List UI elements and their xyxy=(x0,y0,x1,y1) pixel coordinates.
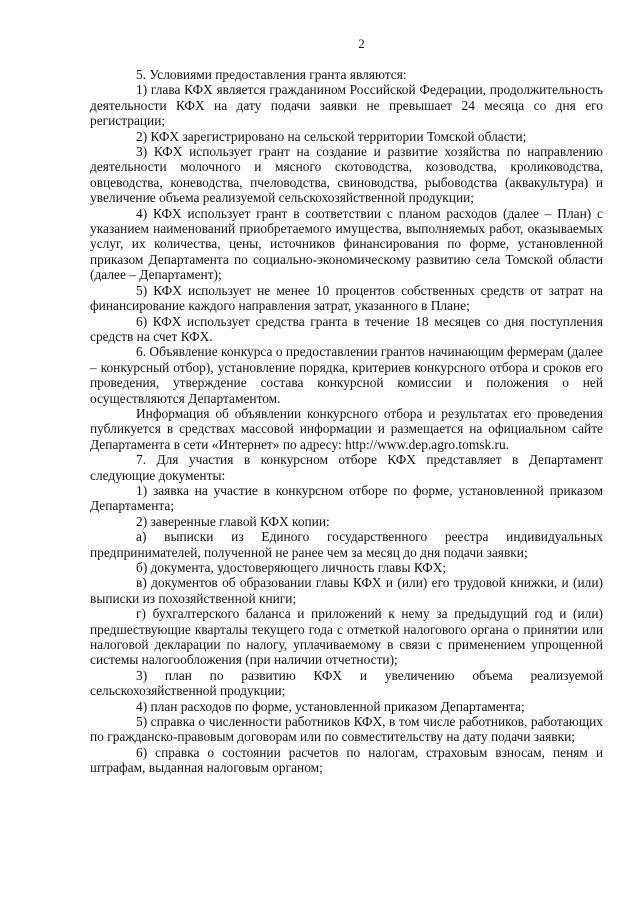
paragraph: 5. Условиями предоставления гранта являются: xyxy=(136,67,407,82)
paragraph: 3) КФХ использует грант на создание и развитие хозяйства по направлению деятельности молочного и мясного скотоводства, козоводства, кролиководства, овцеводства, коневодства, пчеловодства, свиноводства, рыбоводства (аквакультура) и увеличение объема реализуемой сельскохозяйственной продукции; xyxy=(90,144,603,206)
paragraph: 1) глава КФХ является гражданином Российской Федерации, продолжительность деятельности КФХ на дату подачи заявки не превышает 24 месяца со дня его регистрации; xyxy=(90,82,603,129)
paragraph: 4) план расходов по форме, установленной приказом Департамента; xyxy=(136,698,525,714)
paragraph: 6) справка о состоянии расчетов по налогам, страховым взносам, пеням и штрафам, выданная налоговым органом; xyxy=(90,744,603,776)
paragraph: 7. Для участия в конкурсном отборе КФХ представляет в Департамент следующие документы: xyxy=(90,452,603,483)
document-body xyxy=(90,67,603,776)
paragraph: 5) КФХ использует не менее 10 процентов собственных средств от затрат на финансирование каждого направления затрат, указанного в Плане; xyxy=(90,282,603,314)
paragraph: в) документов об образовании главы КФХ и (или) его трудовой книжки, и (или) выписки из похозяйственной книги; xyxy=(90,575,603,606)
paragraph: а) выписки из Единого государственного реестра индивидуальных предпринимателей, полученной не ранее чем за месяц до дня подачи заявки; xyxy=(90,529,603,560)
paragraph: 5) справка о численности работников КФХ, в том числе работников, работающих по гражданско-правовым договорам или по совместительству на дату подачи заявки; xyxy=(90,714,603,745)
paragraph: 3) план по развитию КФХ и увеличению объема реализуемой сельскохозяйственной продукции; xyxy=(90,667,603,699)
paragraph: 2) заверенные главой КФХ копии: xyxy=(136,513,330,529)
paragraph: б) документа, удостоверяющего личность главы КФХ; xyxy=(136,560,447,575)
paragraph: Информация об объявлении конкурсного отбора и результатах его проведения публикуется в средствах массовой информации и размещается на официальном сайте Департамента в сети «Интернет» по адресу: http://www.dep.agro.tomsk.ru. xyxy=(90,405,603,452)
paragraph: 4) КФХ использует грант в соответствии с планом расходов (далее – План) с указанием наименований приобретаемого имущества, выполняемых работ, оказываемых услуг, их количества, цены, источников финансирования по форме, установленной приказом Департамента по социально-экономическому развитию села Томской области (далее – Департамент); xyxy=(90,205,603,283)
paragraph: 6. Объявление конкурса о предоставлении грантов начинающим фермерам (далее – конкурсный отбор), установление порядка, критериев конкурсного отбора и сроков его проведения, утверждение состава конкурсной комиссии и положения о ней осуществляются Департаментом. xyxy=(90,344,603,406)
page-number: 2 xyxy=(358,36,365,51)
paragraph: 2) КФХ зарегистрировано на сельской территории Томской области; xyxy=(136,128,527,144)
paragraph: 6) КФХ использует средства гранта в течение 18 месяцев со дня поступления средств на счет КФХ. xyxy=(90,313,603,344)
paragraph: 1) заявка на участие в конкурсном отборе по форме, установленной приказом Департамента; xyxy=(90,482,603,514)
paragraph: г) бухгалтерского баланса и приложений к нему за предыдущий год и (или) предшествующие кварталы текущего года с отметкой налогового органа о принятии или налоговой декларации по налогу, уплачиваемому в связи с применением упрощенной системы налогообложения (при наличии отчетности); xyxy=(90,606,603,668)
